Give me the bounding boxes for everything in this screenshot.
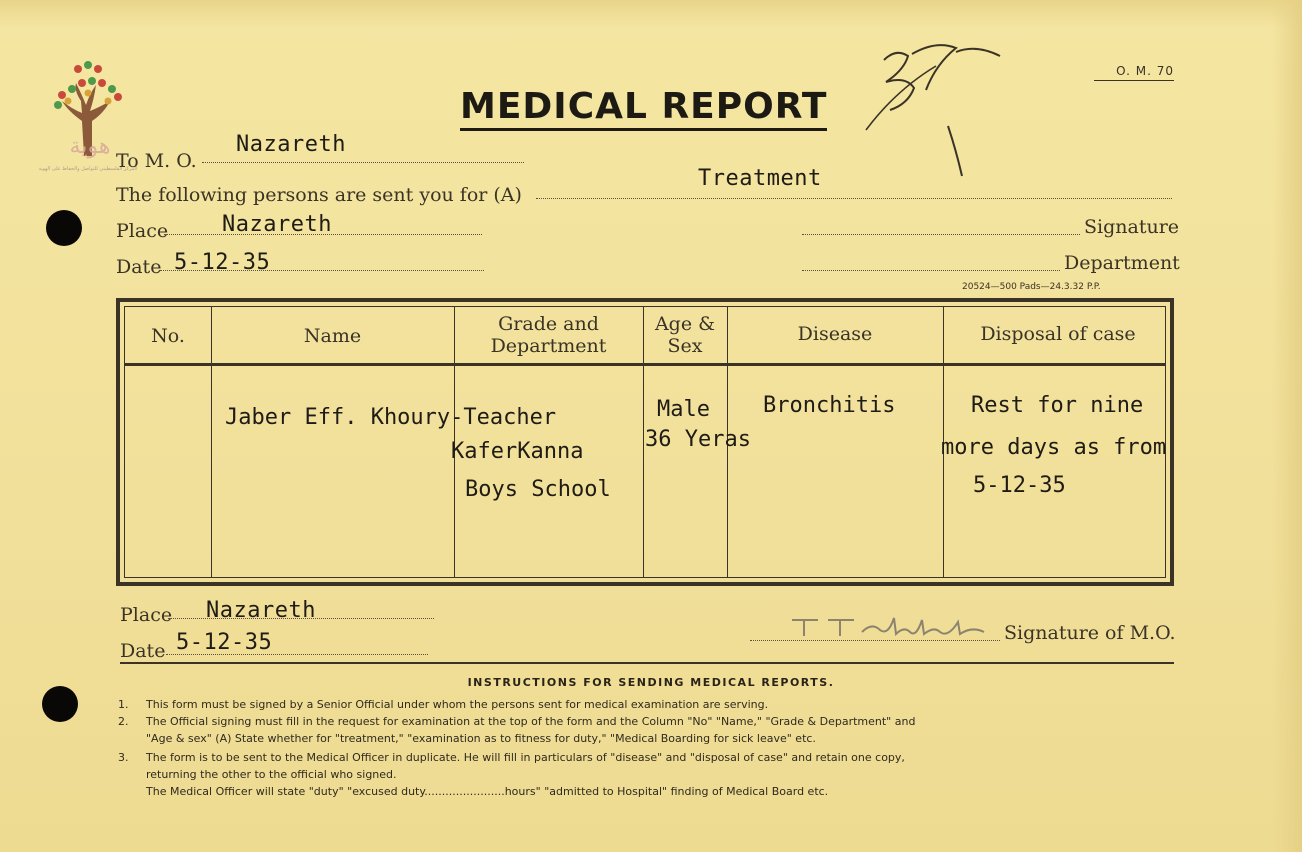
print-note: 20524—500 Pads—24.3.32 P.P. [962,282,1101,292]
row-disease: Bronchitis [763,393,896,418]
row-disposal-line1: Rest for nine [971,393,1144,418]
row-department-line2: Boys School [465,477,611,502]
col-header-age: Age & Sex [654,313,716,357]
department-label: Department [1064,252,1180,274]
col-header-no: No. [151,325,185,347]
row-disposal-line3: 5-12-35 [973,473,1066,498]
logo-text: هوية [69,134,111,159]
punch-hole-bottom [42,686,78,722]
signature-label: Signature [1084,216,1180,238]
footer-place-label: Place [120,604,173,626]
row-name: Jaber Eff. Khoury-Teacher [225,405,557,430]
instructions-title: INSTRUCTIONS FOR SENDING MEDICAL REPORTS. [467,676,835,689]
row-department-line1: KaferKanna [451,439,584,464]
punch-hole-top [46,210,82,246]
logo-subtext: المركز الفلسطيني للتواصل والحفاظ على الهوية [38,166,138,172]
col-header-disease: Disease [797,323,873,345]
row-age: 36 Yeras [645,427,751,452]
divider [120,662,1174,664]
to-mo-value: Nazareth [236,132,346,157]
footer-signature-label: Signature of M.O. [1004,622,1176,644]
row-sex: Male [657,397,710,422]
sent-for-label: The following persons are sent you for (A) [116,184,522,206]
instruction-1: 1. This form must be signed by a Senior Official under whom the persons sent for medical examination are serving. [118,698,769,711]
handwritten-annotation [856,30,1006,190]
col-header-name: Name [303,325,362,347]
report-table [116,298,1174,586]
footer-date-label: Date [120,640,166,662]
footer-place-value: Nazareth [206,598,316,623]
date-value: 5-12-35 [174,250,271,275]
page-title: MEDICAL REPORT [460,86,827,131]
signature-scrawl [788,612,998,642]
place-value: Nazareth [222,212,332,237]
form-code: O. M. 70 [1094,64,1174,81]
footer-date-value: 5-12-35 [176,630,273,655]
instruction-3: 3. The form is to be sent to the Medical Officer in duplicate. He will fill in particulars of "disease" and "disposal of case" and retain one copy, returning the other to the official who signed. The Medical Officer will state "duty" "excused duty.......................hours" "admitted to Hospital" finding of Medical Board etc. [118,751,905,798]
sent-for-value: Treatment [698,166,822,191]
instruction-2: 2. The Official signing must fill in the request for examination at the top of the form and the Column "No" "Name," "Grade & Department" and "Age & sex" (A) State whether for "treatment," "examination as to fitness for duty," "Medical Boarding for sick leave" etc. [118,715,916,745]
to-mo-label: To M. O. [116,150,197,172]
row-disposal-line2: more days as from [941,435,1167,460]
col-header-disposal: Disposal of case [980,323,1136,345]
col-header-grade: Grade and Department [490,313,607,357]
date-label: Date [116,256,162,278]
place-label: Place [116,220,169,242]
